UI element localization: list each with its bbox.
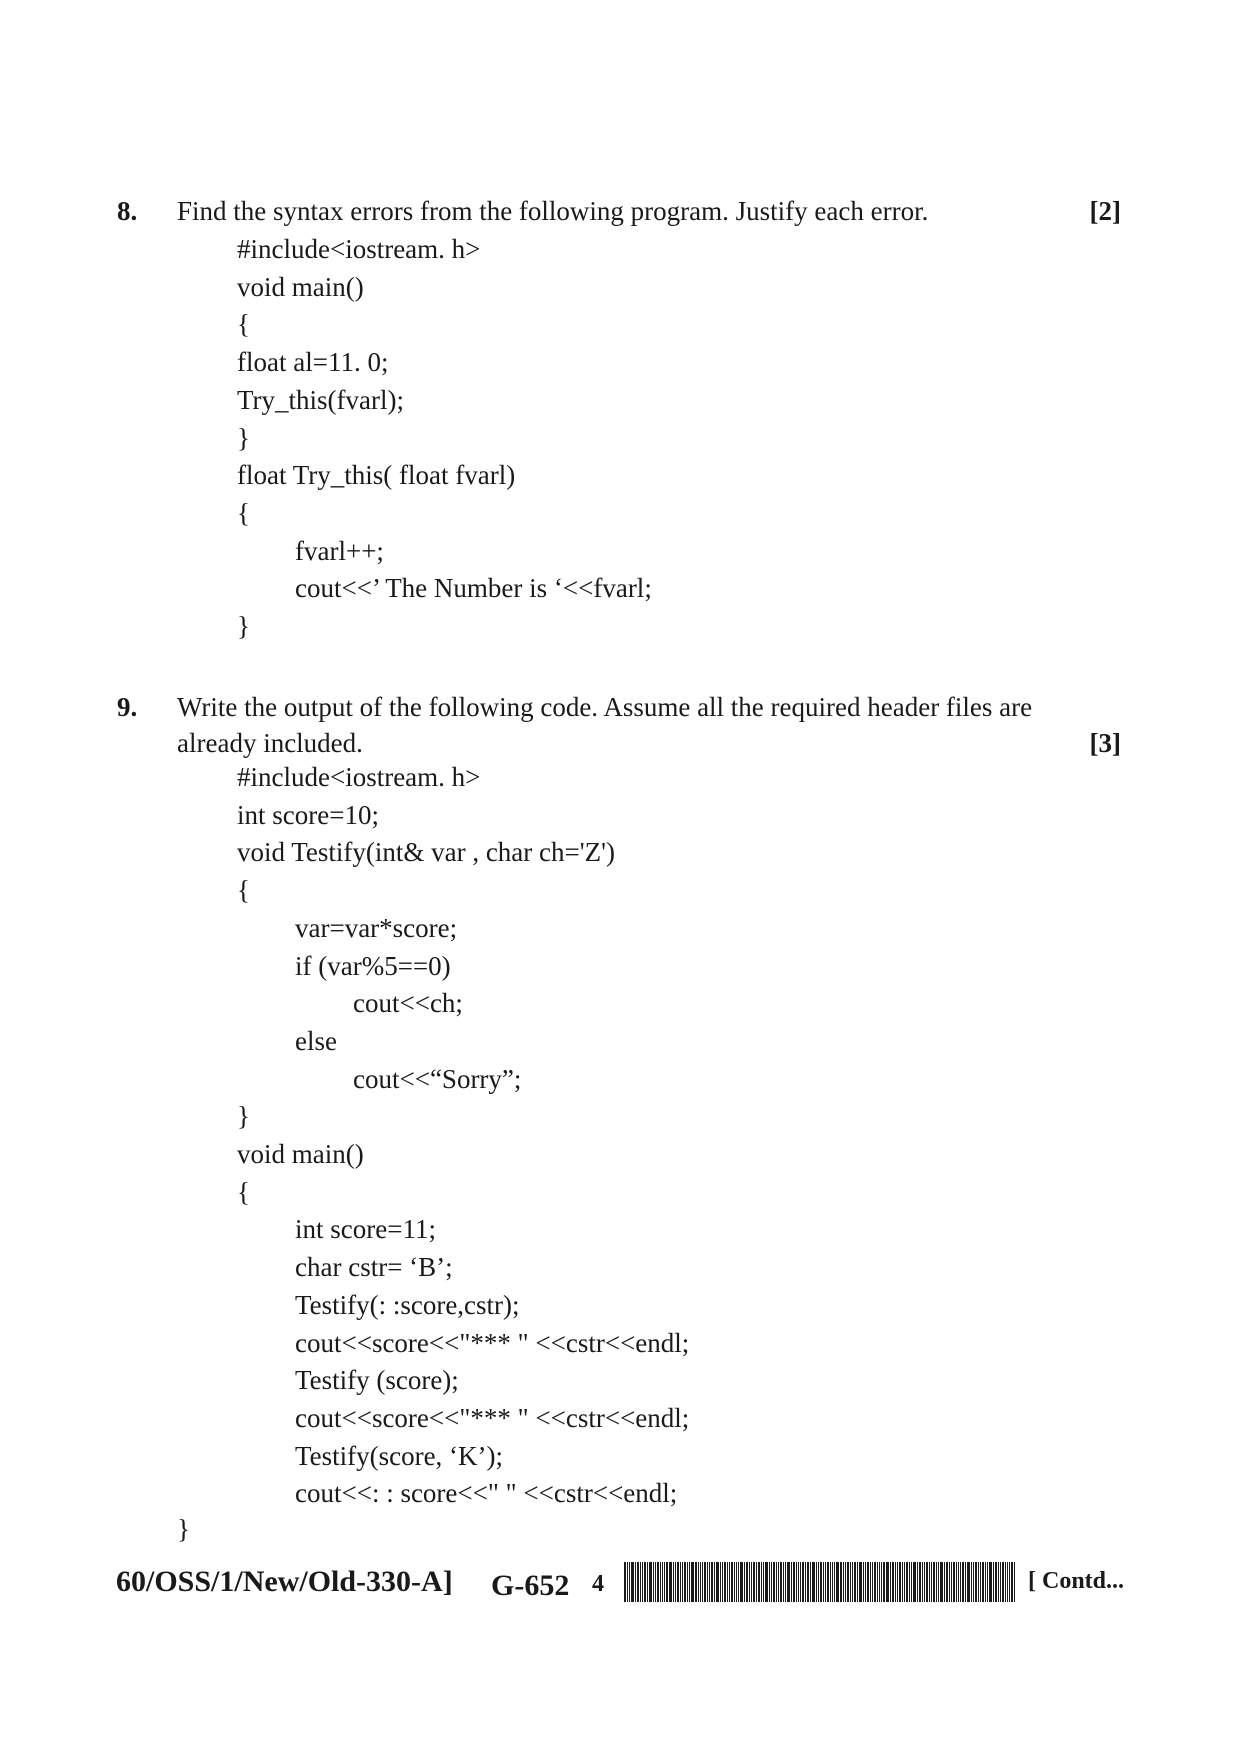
barcode-bar bbox=[798, 1562, 799, 1602]
barcode-bar bbox=[655, 1562, 656, 1602]
barcode-bar bbox=[642, 1562, 643, 1602]
question9-code-line: cout<<ch; bbox=[353, 988, 463, 1019]
question9-code-line: cout<<: : score<<" " <<cstr<<endl; bbox=[295, 1478, 678, 1509]
barcode-bar bbox=[919, 1562, 921, 1602]
question-9-closing-brace: } bbox=[177, 1514, 190, 1544]
barcode-bar bbox=[778, 1562, 779, 1602]
barcode-bar bbox=[906, 1562, 908, 1602]
question9-code-line: Testify (score); bbox=[295, 1365, 459, 1396]
barcode-bar bbox=[917, 1562, 918, 1602]
barcode-bar bbox=[785, 1562, 786, 1602]
barcode-bar bbox=[951, 1562, 952, 1602]
barcode-bar bbox=[773, 1562, 775, 1602]
barcode-bar bbox=[810, 1562, 811, 1602]
barcode-bar bbox=[820, 1562, 822, 1602]
barcode-bar bbox=[800, 1562, 801, 1602]
barcode-bar bbox=[926, 1562, 928, 1602]
barcode-bar bbox=[653, 1562, 654, 1602]
barcode-bar bbox=[711, 1562, 713, 1602]
barcode-bar bbox=[973, 1562, 974, 1602]
barcode-bar bbox=[881, 1562, 882, 1602]
question-9-text-line-1: Write the output of the following code. Assume all the required header files are bbox=[177, 692, 1033, 722]
barcode-bar bbox=[940, 1562, 943, 1602]
barcode-bar bbox=[870, 1562, 871, 1602]
barcode-bar bbox=[823, 1562, 824, 1602]
question9-code-line: var=var*score; bbox=[295, 912, 458, 943]
barcode-bar bbox=[836, 1562, 839, 1602]
barcode-bar bbox=[827, 1562, 829, 1602]
barcode-bar bbox=[744, 1562, 745, 1602]
question8-code-line: } bbox=[237, 611, 250, 641]
barcode-bar bbox=[738, 1562, 739, 1602]
barcode-bar bbox=[700, 1562, 701, 1602]
barcode-bar bbox=[877, 1562, 878, 1602]
barcode-bar bbox=[1002, 1562, 1004, 1602]
barcode-bar bbox=[682, 1562, 683, 1602]
barcode-bar bbox=[909, 1562, 910, 1602]
barcode-bar bbox=[978, 1562, 979, 1602]
barcode-bar bbox=[631, 1562, 634, 1602]
barcode-bar bbox=[863, 1562, 864, 1602]
barcode-bar bbox=[975, 1562, 977, 1602]
barcode-bar bbox=[707, 1562, 708, 1602]
barcode-bar bbox=[629, 1562, 630, 1602]
question9-code-line: int score=11; bbox=[295, 1214, 436, 1245]
barcode-bar bbox=[714, 1562, 715, 1602]
barcode-bar bbox=[720, 1562, 721, 1602]
barcode-bar bbox=[776, 1562, 777, 1602]
barcode-bar bbox=[691, 1562, 694, 1602]
barcode-bar bbox=[765, 1562, 768, 1602]
barcode-bar bbox=[751, 1562, 752, 1602]
barcode-bar bbox=[677, 1562, 679, 1602]
footer-contd: [ Contd... bbox=[1028, 1568, 1125, 1594]
barcode bbox=[624, 1562, 1027, 1602]
barcode-bar bbox=[904, 1562, 905, 1602]
barcode-bar bbox=[787, 1562, 790, 1602]
question8-code-line: float Try_this( float fvarl) bbox=[237, 460, 516, 491]
barcode-bar bbox=[746, 1562, 748, 1602]
barcode-bar bbox=[1005, 1562, 1006, 1602]
barcode-bar bbox=[879, 1562, 880, 1602]
barcode-bar bbox=[998, 1562, 999, 1602]
footer-page-number: 4 bbox=[592, 1571, 604, 1597]
barcode-bar bbox=[890, 1562, 891, 1602]
barcode-bar bbox=[989, 1562, 992, 1602]
question9-code-line: char cstr= ‘B’; bbox=[295, 1252, 453, 1283]
barcode-bar bbox=[722, 1562, 723, 1602]
barcode-bar bbox=[689, 1562, 690, 1602]
barcode-bar bbox=[899, 1562, 901, 1602]
barcode-bar bbox=[802, 1562, 804, 1602]
barcode-bar bbox=[1000, 1562, 1001, 1602]
barcode-bar bbox=[769, 1562, 770, 1602]
barcode-bar bbox=[895, 1562, 896, 1602]
barcode-bar bbox=[783, 1562, 784, 1602]
question9-code-line: if (var%5==0) bbox=[295, 950, 451, 981]
question9-code-line: #include<iostream. h> bbox=[237, 762, 481, 792]
barcode-bar bbox=[847, 1562, 849, 1602]
barcode-bar bbox=[675, 1562, 676, 1602]
barcode-bar bbox=[756, 1562, 757, 1602]
barcode-bar bbox=[731, 1562, 733, 1602]
question9-code-line: void main() bbox=[237, 1139, 364, 1169]
barcode-bar bbox=[761, 1562, 762, 1602]
question8-code-line: void main() bbox=[237, 271, 364, 302]
barcode-bar bbox=[816, 1562, 817, 1602]
barcode-bar bbox=[805, 1562, 806, 1602]
barcode-bar bbox=[812, 1562, 815, 1602]
question8-code-line: } bbox=[237, 422, 250, 453]
question9-code-line: void Testify(int& var , char ch='Z') bbox=[237, 837, 615, 868]
barcode-bar bbox=[872, 1562, 873, 1602]
barcode-bar bbox=[749, 1562, 750, 1602]
barcode-bar bbox=[857, 1562, 858, 1602]
barcode-bar bbox=[832, 1562, 833, 1602]
barcode-bar bbox=[897, 1562, 898, 1602]
barcode-bar bbox=[635, 1562, 636, 1602]
barcode-bar bbox=[740, 1562, 743, 1602]
barcode-bar bbox=[843, 1562, 844, 1602]
question8-code-line: { bbox=[237, 497, 250, 528]
question9-code-line: { bbox=[237, 875, 250, 906]
barcode-bar bbox=[727, 1562, 728, 1602]
barcode-bar bbox=[938, 1562, 939, 1602]
barcode-bar bbox=[825, 1562, 826, 1602]
barcode-bar bbox=[698, 1562, 699, 1602]
barcode-bar bbox=[791, 1562, 792, 1602]
barcode-bar bbox=[971, 1562, 972, 1602]
barcode-bar bbox=[865, 1562, 866, 1602]
question9-code-line: else bbox=[295, 1025, 337, 1056]
barcode-bar bbox=[758, 1562, 760, 1602]
barcode-bar bbox=[883, 1562, 885, 1602]
barcode-bar bbox=[780, 1562, 782, 1602]
question9-code-line: cout<<score<<"*** " <<cstr<<endl; bbox=[295, 1402, 690, 1433]
question8-code-line: #include<iostream. h> bbox=[237, 234, 481, 264]
barcode-bar bbox=[936, 1562, 937, 1602]
barcode-bar bbox=[962, 1562, 964, 1602]
barcode-bar bbox=[1011, 1562, 1013, 1602]
barcode-bar bbox=[958, 1562, 959, 1602]
barcode-bar bbox=[660, 1562, 661, 1602]
barcode-bar bbox=[830, 1562, 831, 1602]
barcode-bar bbox=[666, 1562, 668, 1602]
barcode-bar bbox=[859, 1562, 862, 1602]
question8-code-line: float al=11. 0; bbox=[237, 347, 389, 378]
barcode-bar bbox=[854, 1562, 856, 1602]
question-8-number: 8. bbox=[117, 196, 138, 226]
question9-code-line: { bbox=[237, 1176, 250, 1207]
question-9-marks: [3] bbox=[1089, 728, 1121, 758]
barcode-bar bbox=[892, 1562, 894, 1602]
barcode-bar bbox=[922, 1562, 923, 1602]
barcode-bar bbox=[657, 1562, 659, 1602]
barcode-bar bbox=[956, 1562, 957, 1602]
barcode-bar bbox=[695, 1562, 697, 1602]
barcode-bar bbox=[949, 1562, 950, 1602]
barcode-bar bbox=[673, 1562, 674, 1602]
barcode-bar bbox=[985, 1562, 986, 1602]
barcode-bar bbox=[1014, 1562, 1015, 1602]
barcode-bar bbox=[946, 1562, 948, 1602]
barcode-bar bbox=[850, 1562, 851, 1602]
barcode-bar bbox=[771, 1562, 772, 1602]
question-9-text-line-2: already included. bbox=[177, 728, 363, 758]
barcode-bar bbox=[874, 1562, 876, 1602]
barcode-bar bbox=[931, 1562, 932, 1602]
barcode-bar bbox=[929, 1562, 930, 1602]
barcode-bar bbox=[796, 1562, 797, 1602]
barcode-bar bbox=[680, 1562, 681, 1602]
barcode-bar bbox=[644, 1562, 646, 1602]
barcode-bar bbox=[763, 1562, 764, 1602]
barcode-bar bbox=[684, 1562, 686, 1602]
barcode-bar bbox=[753, 1562, 755, 1602]
barcode-bar bbox=[729, 1562, 730, 1602]
barcode-bar bbox=[911, 1562, 912, 1602]
question-8-text: Find the syntax errors from the following program. Justify each error. bbox=[177, 196, 929, 226]
barcode-bar bbox=[627, 1562, 628, 1602]
barcode-bar bbox=[993, 1562, 994, 1602]
barcode-bar bbox=[834, 1562, 835, 1602]
question9-code-line: Testify(score, ‘K’); bbox=[295, 1440, 504, 1471]
barcode-bar bbox=[734, 1562, 735, 1602]
barcode-bar bbox=[704, 1562, 706, 1602]
barcode-bar bbox=[793, 1562, 795, 1602]
barcode-bar bbox=[902, 1562, 903, 1602]
barcode-bar bbox=[1009, 1562, 1010, 1602]
barcode-bar bbox=[886, 1562, 889, 1602]
barcode-bar bbox=[649, 1562, 652, 1602]
barcode-bar bbox=[980, 1562, 981, 1602]
question-8-marks: [2] bbox=[1089, 196, 1121, 226]
barcode-bar bbox=[960, 1562, 961, 1602]
barcode-bar bbox=[982, 1562, 984, 1602]
barcode-bar bbox=[944, 1562, 945, 1602]
question8-code-line: Try_this(fvarl); bbox=[237, 384, 404, 415]
barcode-bar bbox=[867, 1562, 869, 1602]
footer-series-code: G-652 bbox=[491, 1569, 570, 1602]
question9-code-line: Testify(: :score,cstr); bbox=[295, 1289, 520, 1320]
barcode-bar bbox=[924, 1562, 925, 1602]
barcode-bar bbox=[687, 1562, 688, 1602]
barcode-bar bbox=[913, 1562, 916, 1602]
question8-code-line: fvarl++; bbox=[295, 535, 384, 566]
question9-code-line: int score=10; bbox=[237, 799, 379, 830]
question8-code-line: { bbox=[237, 309, 250, 340]
question8-code-line: cout<<’ The Number is ‘<<fvarl; bbox=[295, 573, 652, 604]
question9-code-line: } bbox=[237, 1101, 250, 1132]
barcode-bar bbox=[995, 1562, 997, 1602]
barcode-bar bbox=[818, 1562, 819, 1602]
barcode-bar bbox=[987, 1562, 988, 1602]
barcode-bar bbox=[953, 1562, 955, 1602]
barcode-bar bbox=[807, 1562, 809, 1602]
barcode-bar bbox=[624, 1562, 626, 1602]
barcode-bar bbox=[1007, 1562, 1008, 1602]
footer-paper-code: 60/OSS/1/New/Old-330-A] bbox=[116, 1565, 453, 1598]
barcode-bar bbox=[845, 1562, 846, 1602]
barcode-bar bbox=[709, 1562, 710, 1602]
question-9-number: 9. bbox=[117, 692, 138, 722]
barcode-bar bbox=[647, 1562, 648, 1602]
barcode-bar bbox=[724, 1562, 726, 1602]
barcode-bar bbox=[965, 1562, 966, 1602]
barcode-bar bbox=[967, 1562, 970, 1602]
barcode-bar bbox=[669, 1562, 672, 1602]
barcode-bar bbox=[702, 1562, 703, 1602]
barcode-bar bbox=[662, 1562, 663, 1602]
barcode-bar bbox=[840, 1562, 842, 1602]
barcode-bar bbox=[664, 1562, 665, 1602]
barcode-bar bbox=[852, 1562, 853, 1602]
question9-code-line: cout<<“Sorry”; bbox=[353, 1063, 522, 1094]
barcode-bar bbox=[637, 1562, 639, 1602]
barcode-bar bbox=[736, 1562, 737, 1602]
question9-code-line: cout<<score<<"*** " <<cstr<<endl; bbox=[295, 1327, 690, 1358]
barcode-bar bbox=[716, 1562, 719, 1602]
barcode-bar bbox=[640, 1562, 641, 1602]
barcode-bar bbox=[933, 1562, 935, 1602]
